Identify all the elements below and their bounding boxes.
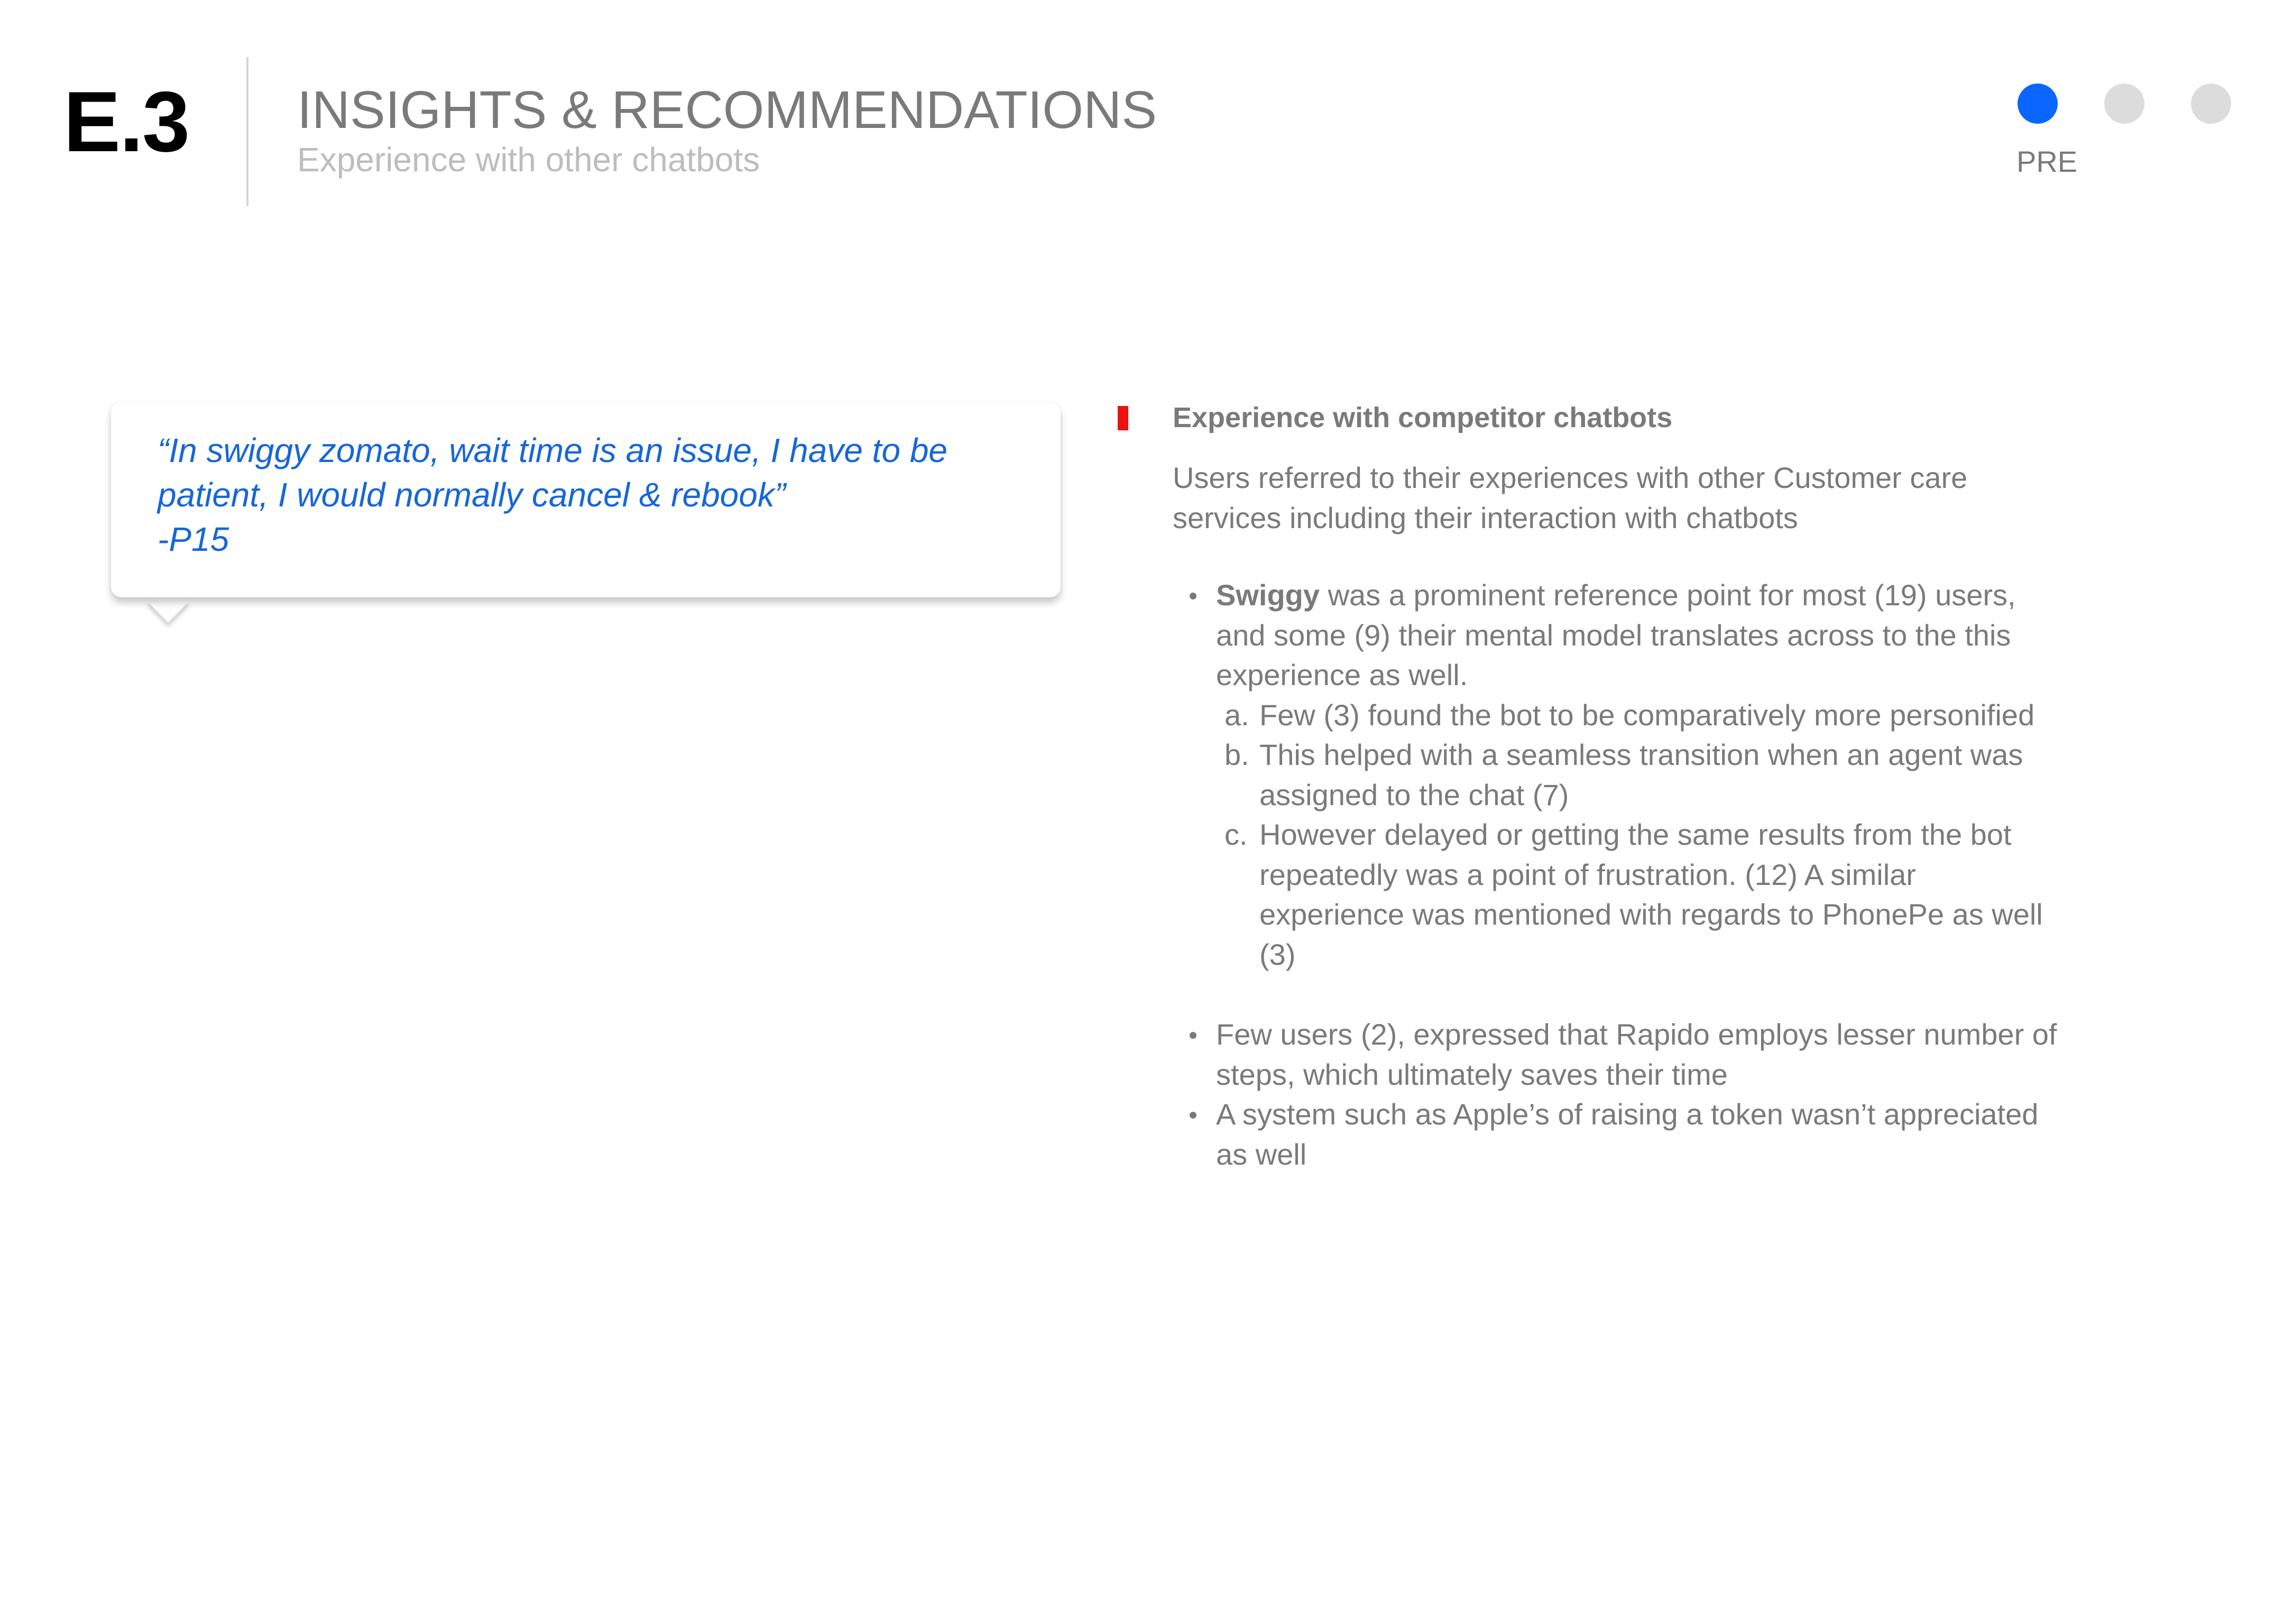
header-divider [246,57,248,206]
list-item: A system such as Apple’s of raising a token wasn’t appreciated as well [1173,1094,2177,1174]
user-quote [158,428,1035,561]
sub-list-item: a. Few (3) found the bot to be comparatively more personified [1224,698,2035,732]
progress-dot [2104,84,2144,124]
section-marker [1118,406,1128,430]
quote-line: “In swiggy zomato, wait time is an issue, I have to be [158,431,947,469]
sub-list-item: c. However delayed or getting the same results from the bot repeatedly was a point of frustration. (12) A similar experience was mentioned with regards to PhonePe as well (3) [1224,818,2043,971]
slide-code: E.3 [63,74,189,170]
section-intro [1173,458,2124,538]
quote-line: patient, I would normally cancel & rebook” [158,476,786,514]
progress-label: PRE [2016,145,2078,178]
intro-line: Users referred to their experiences with other Customer care [1173,461,1968,494]
progress-dot [2191,84,2231,124]
section-heading: Experience with competitor chatbots [1173,402,1673,433]
intro-line: services including their interaction with chatbots [1173,501,1798,534]
quote-attribution: -P15 [158,520,229,558]
page-title: INSIGHTS & RECOMMENDATIONS [297,80,1157,140]
progress-dot-active [2018,84,2058,124]
insight-list [1173,575,2177,1174]
bold-term: Swiggy [1216,578,1320,612]
sub-list-item: b. This helped with a seamless transition when an agent was assigned to the chat (7) [1224,738,2023,811]
list-item: Few users (2), expressed that Rapido employs lesser number of steps, which ultimately saves their time [1173,1014,2177,1094]
page-subtitle: Experience with other chatbots [297,141,760,179]
list-item: Swiggy was a prominent reference point for most (19) users, and some (9) their mental model translates across to the this experience as well. a. Few (3) found the bot to be comparatively more personified b. This helped with a seamless transition when an agent was assigned to the chat (7) c. However delayed or getting the same results from the bot repeatedly was a point of frustration. (12) A similar experience was mentioned with regards to PhonePe as well (3) [1173,575,2177,974]
